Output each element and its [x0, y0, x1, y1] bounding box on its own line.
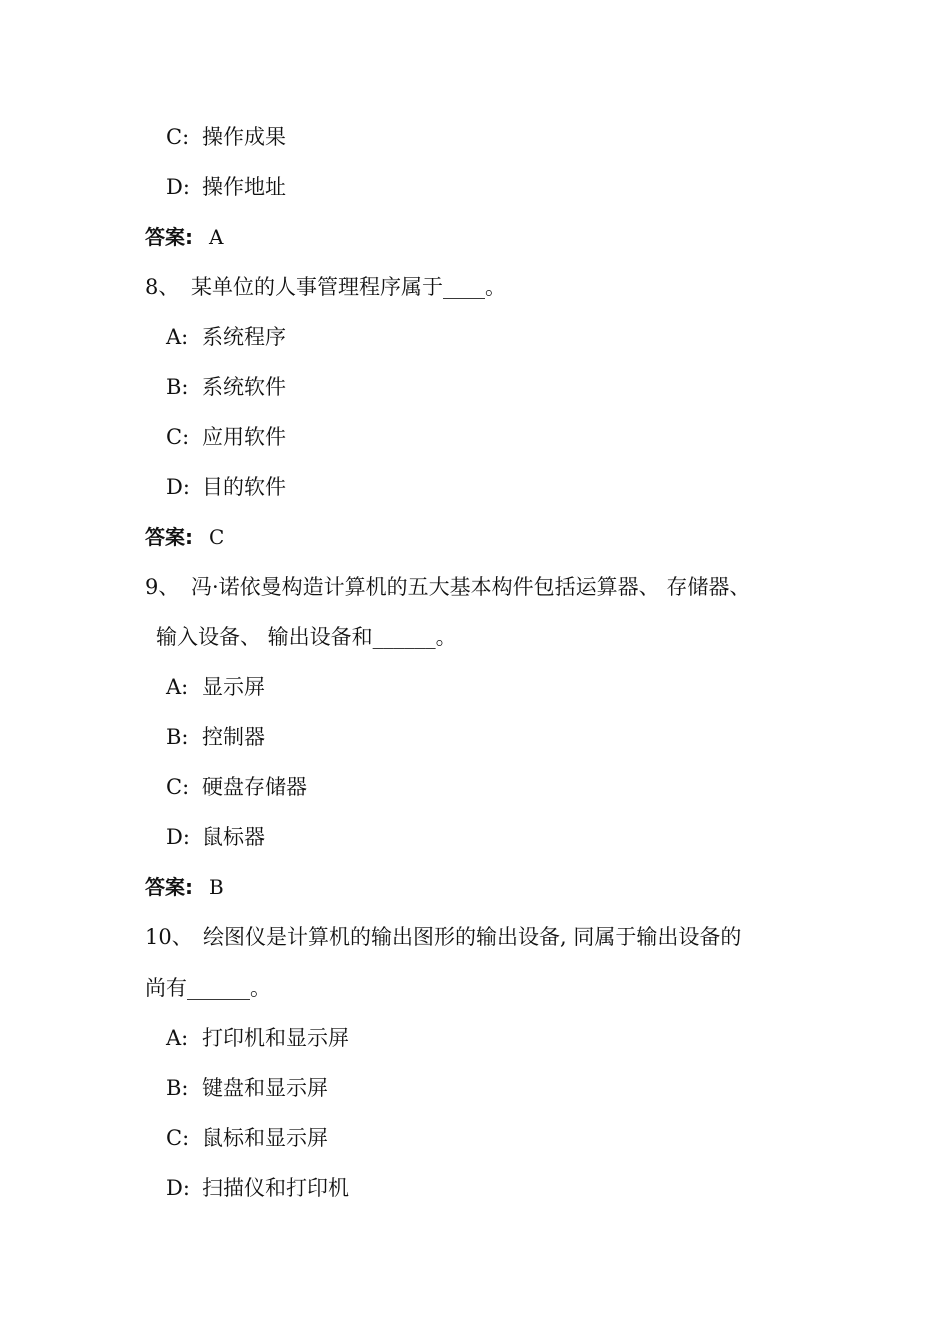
q9-option-b [166, 723, 265, 751]
option-letter: A: [166, 1026, 189, 1050]
q9-option-c [166, 773, 307, 801]
question-text: 尚有______。 [145, 976, 271, 1000]
option-text: 硬盘存储器 [202, 775, 307, 799]
q7-answer [145, 223, 223, 251]
option-text: 键盘和显示屏 [202, 1076, 328, 1100]
answer-value: C [209, 525, 225, 549]
option-text: 鼠标和显示屏 [202, 1126, 328, 1150]
option-text: 打印机和显示屏 [202, 1026, 349, 1050]
q10-option-b [166, 1074, 328, 1102]
option-text: 控制器 [202, 725, 265, 749]
option-text: 显示屏 [202, 675, 265, 699]
option-letter: C: [166, 425, 190, 449]
option-text: 目的软件 [202, 475, 286, 499]
option-text: 鼠标器 [202, 825, 265, 849]
q10-option-c [166, 1124, 328, 1152]
q8-option-d [166, 473, 286, 501]
answer-label: 答案: [145, 225, 193, 249]
option-letter: B: [166, 725, 189, 749]
option-letter: D: [166, 475, 190, 499]
option-letter: B: [166, 375, 189, 399]
option-text: 系统软件 [202, 375, 286, 399]
q7-option-c [166, 123, 286, 151]
option-letter: D: [166, 1176, 190, 1200]
q10-question-continued [145, 974, 271, 1002]
question-text: 输入设备、 输出设备和______。 [156, 625, 457, 649]
answer-label: 答案: [145, 875, 193, 899]
option-letter: C: [166, 125, 190, 149]
q8-answer [145, 523, 224, 551]
q9-answer [145, 873, 224, 901]
option-letter: A: [166, 325, 189, 349]
q10-option-d [166, 1174, 349, 1202]
q8-option-b [166, 373, 286, 401]
q10-question [145, 923, 741, 951]
option-text: 应用软件 [202, 425, 286, 449]
option-letter: B: [166, 1076, 189, 1100]
q9-question [145, 573, 750, 601]
option-text: 操作地址 [202, 175, 286, 199]
q8-option-c [166, 423, 286, 451]
q8-option-a [166, 323, 286, 351]
option-letter: C: [166, 1126, 190, 1150]
q10-option-a [166, 1024, 349, 1052]
option-letter: D: [166, 175, 190, 199]
question-text: 冯·诺依曼构造计算机的五大基本构件包括运算器、 存储器、 [191, 575, 751, 599]
option-text: 操作成果 [202, 125, 286, 149]
q9-option-a [166, 673, 265, 701]
q8-question [145, 273, 506, 301]
answer-value: B [209, 875, 224, 899]
question-number: 9、 [145, 575, 180, 599]
answer-value: A [209, 225, 224, 249]
option-text: 系统程序 [202, 325, 286, 349]
option-letter: A: [166, 675, 189, 699]
question-text: 绘图仪是计算机的输出图形的输出设备, 同属于输出设备的 [203, 925, 742, 949]
q9-question-continued [156, 623, 457, 651]
q9-option-d [166, 823, 265, 851]
question-text: 某单位的人事管理程序属于____。 [191, 275, 506, 299]
q7-option-d [166, 173, 286, 201]
option-text: 扫描仪和打印机 [202, 1176, 349, 1200]
question-number: 10、 [145, 925, 193, 949]
answer-label: 答案: [145, 525, 193, 549]
option-letter: D: [166, 825, 190, 849]
option-letter: C: [166, 775, 190, 799]
question-number: 8、 [145, 275, 180, 299]
